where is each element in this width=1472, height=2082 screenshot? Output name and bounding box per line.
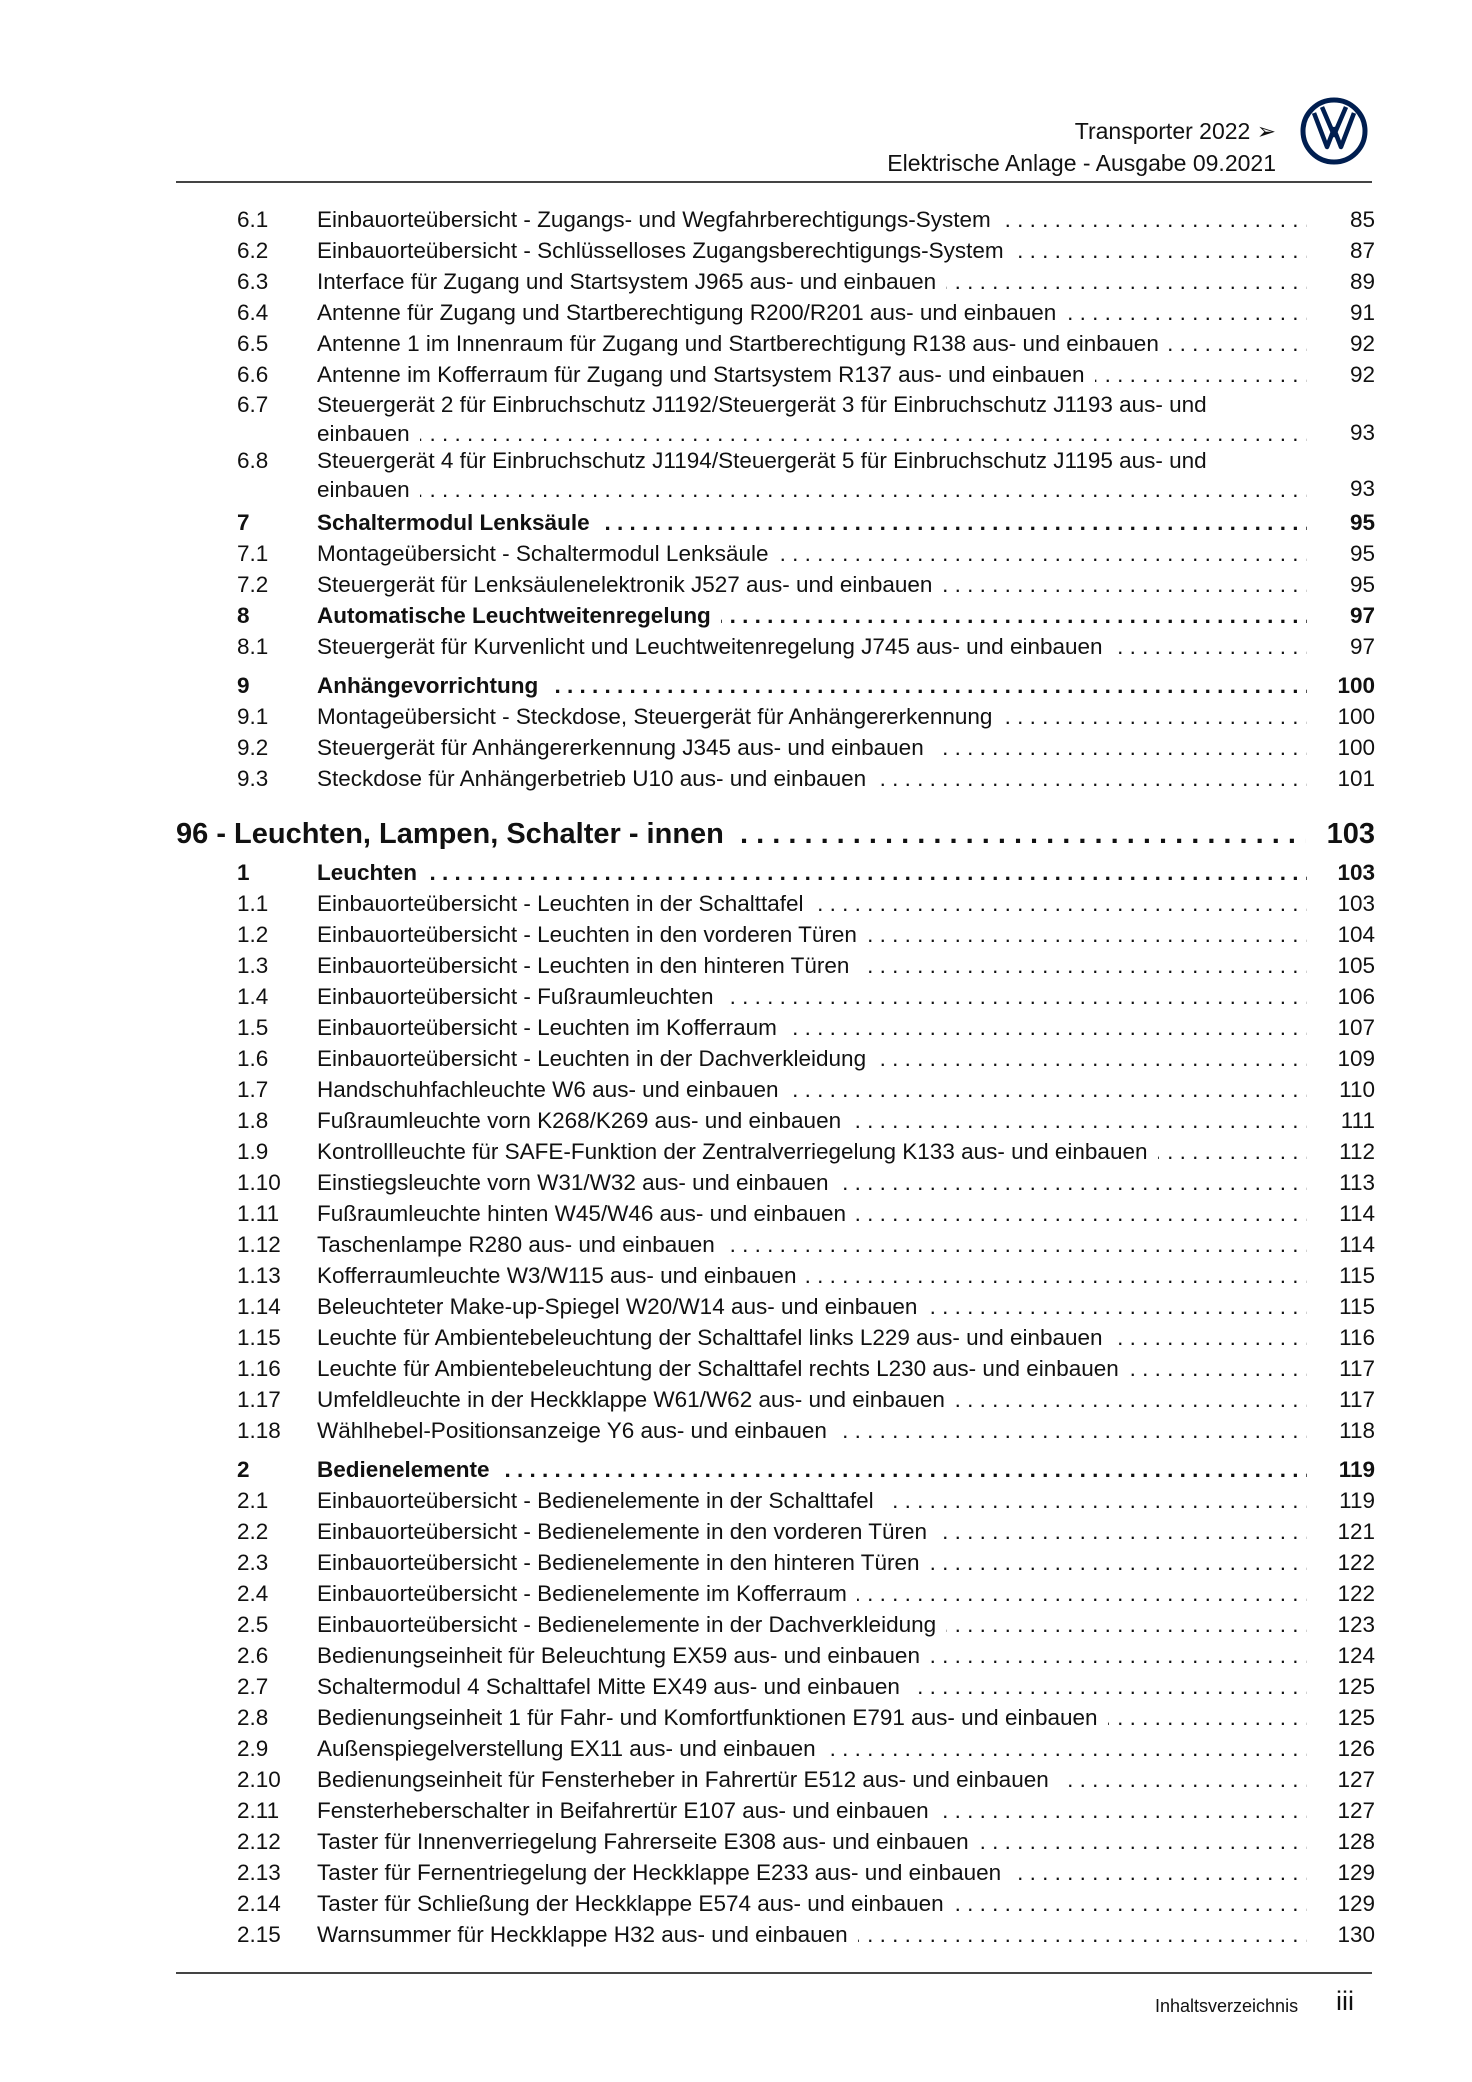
toc-page-number: 127 [1337,1798,1375,1823]
toc-page-number: 101 [1337,766,1375,791]
toc-page-number: 125 [1337,1674,1375,1699]
toc-page-number: 95 [1349,541,1375,566]
toc-title: Fußraumleuchte hinten W45/W46 aus- und einbauen . . . [317,1199,1307,1228]
toc-page-number: 117 [1339,1356,1375,1381]
toc-number: 1.15 [237,1325,281,1350]
toc-title: Einbauorteübersicht - Bedienelemente im Kofferraum . . . [317,1579,1307,1608]
toc-page-number: 119 [1339,1488,1375,1513]
toc-title: Kofferraumleuchte W3/W115 aus- und einbauen . . . [317,1261,1307,1290]
toc-number: 2.10 [237,1767,281,1792]
toc-page-number: 113 [1339,1170,1375,1195]
toc-page-number: 103 [1337,891,1375,916]
toc-page-number: 125 [1337,1705,1375,1730]
footer-rule [176,1972,1372,1974]
toc-page-number: 122 [1337,1550,1375,1575]
toc-number: 9.3 [237,766,269,791]
toc-page-number: 129 [1337,1891,1375,1916]
toc-number: 1.6 [237,1046,269,1071]
toc-title: Handschuhfachleuchte W6 aus- und einbauen . . . [317,1075,1307,1104]
toc-number: 2.5 [237,1612,269,1637]
toc-title: 96 - Leuchten, Lampen, Schalter - innen . . . [176,817,1306,851]
toc-page-number: 93 [1349,420,1375,445]
toc-number: 6.7 [237,392,269,417]
toc-title: Taster für Schließung der Heckklappe E574 aus- und einbauen . . . [317,1889,1307,1918]
toc-title: Einbauorteübersicht - Leuchten in den hinteren Türen . . . [317,951,1307,980]
toc-title: Bedienungseinheit für Fensterheber in Fahrertür E512 aus- und einbauen . . . [317,1765,1307,1794]
toc-number: 1.14 [237,1294,281,1319]
toc-title: Einbauorteübersicht - Bedienelemente in der Dachverkleidung . . . [317,1610,1307,1639]
toc-title: Steuergerät für Anhängererkennung J345 aus- und einbauen . . . [317,733,1307,762]
toc-title: Einbauorteübersicht - Bedienelemente in den vorderen Türen . . . [317,1517,1307,1546]
toc-number: 8 [237,603,250,628]
toc-number: 2.8 [237,1705,269,1730]
toc-number: 1.9 [237,1139,269,1164]
toc-page-number: 124 [1337,1643,1375,1668]
toc-page-number: 110 [1339,1077,1375,1102]
toc-page-number: 97 [1349,634,1375,659]
toc-title: Einbauorteübersicht - Leuchten im Kofferraum . . . [317,1013,1307,1042]
toc-page-number: 128 [1337,1829,1375,1854]
toc-title: Montageübersicht - Schaltermodul Lenksäule . . . [317,539,1307,568]
toc-number: 1.8 [237,1108,269,1133]
toc-number: 6.2 [237,238,269,263]
toc-title: Kontrollleuchte für SAFE-Funktion der Zentralverriegelung K133 aus- und einbauen . . . [317,1137,1307,1166]
toc-title: Taschenlampe R280 aus- und einbauen . . . [317,1230,1307,1259]
toc-page-number: 115 [1339,1263,1375,1288]
toc-page-number: 97 [1349,603,1375,628]
toc-number: 2 [237,1457,250,1482]
toc-page-number: 121 [1337,1519,1375,1544]
toc-number: 2.7 [237,1674,269,1699]
toc-number: 2.14 [237,1891,281,1916]
toc-page-number: 129 [1337,1860,1375,1885]
toc-title: Schaltermodul 4 Schalttafel Mitte EX49 aus- und einbauen . . . [317,1672,1307,1701]
toc-number: 6.8 [237,448,269,473]
toc-title-continuation: einbauen . . . [317,419,1307,448]
toc-title: Steuergerät 2 für Einbruchschutz J1192/Steuergerät 3 für Einbruchschutz J1193 aus- und [317,391,1307,419]
toc-title: Antenne 1 im Innenraum für Zugang und Startberechtigung R138 aus- und einbauen . . . [317,329,1307,358]
toc-number: 1.12 [237,1232,281,1257]
toc-number: 7 [237,510,250,535]
toc-page-number: 127 [1337,1767,1375,1792]
toc-number: 9.2 [237,735,269,760]
toc-number: 2.2 [237,1519,269,1544]
toc-title: Einbauorteübersicht - Zugangs- und Wegfahrberechtigungs-System . . . [317,205,1307,234]
toc-number: 6.6 [237,362,269,387]
toc-number: 2.9 [237,1736,269,1761]
toc-page-number: 114 [1339,1201,1375,1226]
toc-number: 6.5 [237,331,269,356]
toc-title: Leuchten . . . [317,858,1307,887]
toc-title: Wählhebel-Positionsanzeige Y6 aus- und einbauen . . . [317,1416,1307,1445]
toc-page-number: 122 [1337,1581,1375,1606]
toc-number: 1.2 [237,922,269,947]
toc-number: 1.3 [237,953,269,978]
toc-page-number: 130 [1337,1922,1375,1947]
toc-number: 2.12 [237,1829,281,1854]
toc-page-number: 91 [1349,300,1375,325]
toc-title: Warnsummer für Heckklappe H32 aus- und einbauen . . . [317,1920,1307,1949]
toc-page-number: 119 [1338,1457,1375,1482]
toc-title: Fensterheberschalter in Beifahrertür E107 aus- und einbauen . . . [317,1796,1307,1825]
toc-page-number: 95 [1349,510,1375,535]
toc-title: Automatische Leuchtweitenregelung . . . [317,601,1307,630]
toc-page-number: 109 [1337,1046,1375,1071]
toc-title-continuation: einbauen . . . [317,475,1307,504]
toc-number: 6.1 [237,207,269,232]
toc-number: 2.1 [237,1488,269,1513]
toc-page-number: 100 [1337,735,1375,760]
toc-number: 2.3 [237,1550,269,1575]
toc-number: 9.1 [237,704,269,729]
toc-number: 9 [237,673,250,698]
toc-number: 1.17 [237,1387,281,1412]
toc-title: Einbauorteübersicht - Leuchten in der Dachverkleidung . . . [317,1044,1307,1073]
toc-page-number: 103 [1326,818,1375,850]
toc-title: Einbauorteübersicht - Leuchten in den vorderen Türen . . . [317,920,1307,949]
toc-number: 2.4 [237,1581,269,1606]
toc-number: 1.13 [237,1263,281,1288]
toc-title: Steckdose für Anhängerbetrieb U10 aus- und einbauen . . . [317,764,1307,793]
toc-number: 1.7 [237,1077,269,1102]
toc-title: Beleuchteter Make-up-Spiegel W20/W14 aus- und einbauen . . . [317,1292,1307,1321]
toc-number: 1.1 [237,891,269,916]
toc-title: Steuergerät für Lenksäulenelektronik J527 aus- und einbauen . . . [317,570,1307,599]
toc-page-number: 87 [1349,238,1375,263]
toc-title: Leuchte für Ambientebeleuchtung der Schalttafel rechts L230 aus- und einbauen . . . [317,1354,1307,1383]
toc-number: 2.13 [237,1860,281,1885]
toc-page-number: 115 [1339,1294,1375,1319]
toc-page-number: 118 [1339,1418,1375,1443]
toc-page-number: 126 [1337,1736,1375,1761]
toc-page-number: 95 [1349,572,1375,597]
toc-page-number: 100 [1337,673,1375,698]
toc-title: Interface für Zugang und Startsystem J965 aus- und einbauen . . . [317,267,1307,296]
toc-page-number: 92 [1349,331,1375,356]
header-subtitle: Elektrische Anlage - Ausgabe 09.2021 [887,150,1276,176]
toc-title: Bedienelemente . . . [317,1455,1307,1484]
header-title: Transporter 2022 ➢ [1074,118,1276,144]
toc-title: Anhängevorrichtung . . . [317,671,1307,700]
toc-page-number: 103 [1337,860,1375,885]
toc-title: Einstiegsleuchte vorn W31/W32 aus- und einbauen . . . [317,1168,1307,1197]
toc-page-number: 114 [1339,1232,1375,1257]
toc-number: 2.6 [237,1643,269,1668]
toc-title: Antenne im Kofferraum für Zugang und Startsystem R137 aus- und einbauen . . . [317,360,1307,389]
toc-page-number: 104 [1337,922,1375,947]
toc-title: Einbauorteübersicht - Bedienelemente in der Schalttafel . . . [317,1486,1307,1515]
toc-title: Schaltermodul Lenksäule . . . [317,508,1307,537]
toc-page-number: 92 [1349,362,1375,387]
footer-label: Inhaltsverzeichnis [1155,1996,1299,2016]
toc-page-number: 123 [1337,1612,1375,1637]
footer-page-number: iii [1336,1986,1354,2016]
toc-number: 1.5 [237,1015,269,1040]
toc-number: 8.1 [237,634,269,659]
toc-number: 2.11 [237,1798,280,1823]
toc-title: Einbauorteübersicht - Schlüsselloses Zugangsberechtigungs-System . . . [317,236,1307,265]
toc-title: Einbauorteübersicht - Leuchten in der Schalttafel . . . [317,889,1307,918]
toc-number: 1 [237,860,250,885]
toc-number: 1.11 [237,1201,280,1226]
toc-page-number: 93 [1349,476,1375,501]
toc-title: Fußraumleuchte vorn K268/K269 aus- und einbauen . . . [317,1106,1307,1135]
toc-number: 6.4 [237,300,269,325]
toc-page-number: 100 [1337,704,1375,729]
toc-page-number: 89 [1349,269,1375,294]
toc-page-number: 111 [1340,1108,1375,1133]
toc-number: 1.16 [237,1356,281,1381]
toc-number: 7.2 [237,572,269,597]
toc-title: Antenne für Zugang und Startberechtigung R200/R201 aus- und einbauen . . . [317,298,1307,327]
toc-title: Einbauorteübersicht - Fußraumleuchten . . . [317,982,1307,1011]
toc-number: 1.18 [237,1418,281,1443]
toc-page-number: 117 [1339,1387,1375,1412]
toc-title: Einbauorteübersicht - Bedienelemente in den hinteren Türen . . . [317,1548,1307,1577]
toc-number: 6.3 [237,269,269,294]
toc-title: Steuergerät 4 für Einbruchschutz J1194/Steuergerät 5 für Einbruchschutz J1195 aus- und [317,447,1307,475]
toc-page-number: 107 [1337,1015,1375,1040]
toc-page-number: 105 [1337,953,1375,978]
toc-title: Taster für Fernentriegelung der Heckklappe E233 aus- und einbauen . . . [317,1858,1307,1887]
toc-page-number: 112 [1339,1139,1375,1164]
toc-number: 7.1 [237,541,269,566]
toc-title: Montageübersicht - Steckdose, Steuergerät für Anhängererkennung . . . [317,702,1307,731]
toc-page-number: 106 [1337,984,1375,1009]
toc-title: Bedienungseinheit 1 für Fahr- und Komfortfunktionen E791 aus- und einbauen . . . [317,1703,1307,1732]
toc-title: Bedienungseinheit für Beleuchtung EX59 aus- und einbauen . . . [317,1641,1307,1670]
toc-title: Umfeldleuchte in der Heckklappe W61/W62 aus- und einbauen . . . [317,1385,1307,1414]
toc-number: 1.4 [237,984,269,1009]
toc-page-number: 85 [1349,207,1375,232]
toc-title: Leuchte für Ambientebeleuchtung der Schalttafel links L229 aus- und einbauen . . . [317,1323,1307,1352]
toc-number: 1.10 [237,1170,281,1195]
toc-page-number: 116 [1339,1325,1375,1350]
toc-title: Steuergerät für Kurvenlicht und Leuchtweitenregelung J745 aus- und einbauen . . . [317,632,1307,661]
toc-title: Taster für Innenverriegelung Fahrerseite E308 aus- und einbauen . . . [317,1827,1307,1856]
toc-number: 2.15 [237,1922,281,1947]
toc-title: Außenspiegelverstellung EX11 aus- und einbauen . . . [317,1734,1307,1763]
